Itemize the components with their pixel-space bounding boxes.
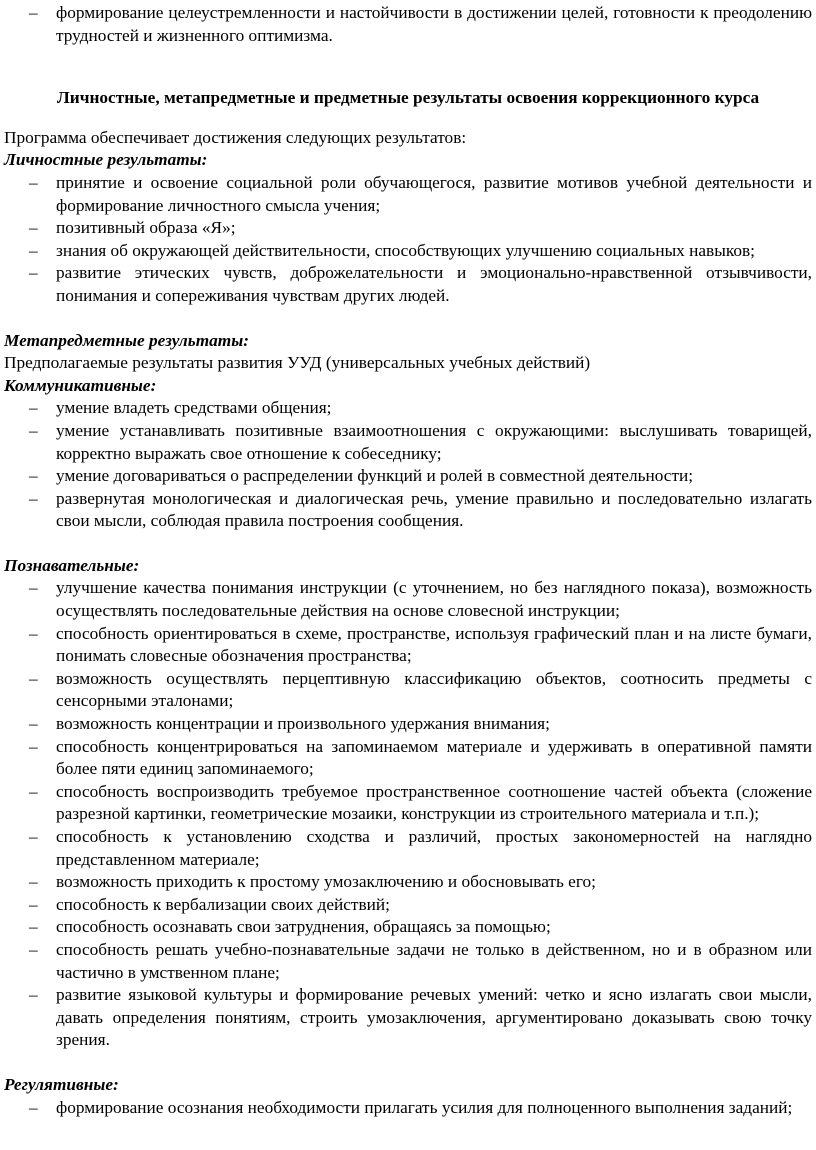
communicative-list <box>4 397 812 533</box>
cognitive-list <box>4 577 812 1051</box>
list-item <box>4 420 812 465</box>
dash-bullet: – <box>29 218 38 238</box>
dash-bullet: – <box>29 714 38 734</box>
list-item <box>4 217 812 240</box>
list-item <box>4 871 812 894</box>
list-item <box>4 240 812 263</box>
dash-bullet: – <box>29 985 38 1005</box>
regulatory-title: Регулятивные: <box>4 1074 119 1094</box>
list-item-text: умение устанавливать позитивные взаимоотношения с окружающими: выслушивать товарищей, корректно выражать свое отношение к собеседнику; <box>56 420 812 463</box>
list-item <box>4 984 812 1052</box>
list-item-text: способность осознавать свои затруднения, обращаясь за помощью; <box>56 917 551 937</box>
list-item <box>4 577 812 622</box>
dash-bullet: – <box>29 623 38 643</box>
list-item <box>4 781 812 826</box>
list-item <box>4 262 812 307</box>
list-item <box>4 1097 812 1120</box>
dash-bullet: – <box>29 939 38 959</box>
list-item-text: развернутая монологическая и диалогическая речь, умение правильно и последовательно излагать свои мысли, соблюдая правила построения сообщения. <box>56 488 812 531</box>
list-item-text: способность концентрироваться на запоминаемом материале и удерживать в оперативной памяти более пяти единиц запоминаемого; <box>56 736 812 779</box>
dash-bullet: – <box>29 781 38 801</box>
list-item <box>4 916 812 939</box>
list-item <box>4 713 812 736</box>
list-item <box>4 668 812 713</box>
list-item-text: умение договариваться о распределении функций и ролей в совместной деятельности; <box>56 466 694 486</box>
list-item-text: способность решать учебно-познавательные задачи не только в действенном, но и в образном или частично в умственном плане; <box>56 939 812 982</box>
list-item <box>4 172 812 217</box>
list-item-text: развитие этических чувств, доброжелательности и эмоционально-нравственной отзывчивости, понимания и сопереживания чувствам других людей. <box>56 263 812 305</box>
regulatory-list <box>4 1097 812 1120</box>
dash-bullet: – <box>29 578 38 598</box>
meta-results-title: Метапредметные результаты: <box>4 330 249 350</box>
personal-results-title: Личностные результаты: <box>4 150 208 170</box>
cognitive-title: Познавательные: <box>4 555 140 575</box>
section-heading: Личностные, метапредметные и предметные результаты освоения коррекционного курса <box>56 88 760 108</box>
dash-bullet: – <box>29 872 38 892</box>
list-item <box>4 939 812 984</box>
dash-bullet: – <box>29 466 38 486</box>
list-item <box>4 488 812 533</box>
intro-text: Программа обеспечивает достижения следующих результатов: <box>4 127 467 147</box>
dash-bullet: – <box>29 172 38 192</box>
list-item <box>4 826 812 871</box>
list-item-text: формирование осознания необходимости прилагать усилия для полноценного выполнения заданий; <box>56 1097 793 1117</box>
list-item-text: развитие языковой культуры и формирование речевых умений: четко и ясно излагать свои мысли, давать определения понятиям, строить умозаключения, аргументировано доказывать свою точку зрения. <box>56 985 812 1050</box>
list-item-text: позитивный образа «Я»; <box>56 218 236 238</box>
list-item-text: умение владеть средствами общения; <box>56 398 332 418</box>
list-item <box>4 2 812 47</box>
dash-bullet: – <box>29 917 38 937</box>
dash-bullet: – <box>29 240 38 260</box>
dash-bullet: – <box>29 3 38 22</box>
list-item-text: улучшение качества понимания инструкции (с уточнением, но без наглядного показа), возможность осуществлять последовательные действия на основе словесной инструкции; <box>56 578 812 621</box>
dash-bullet: – <box>29 488 38 508</box>
list-item-text: возможность осуществлять перцептивную классификацию объектов, соотносить предметы с сенсорными эталонами; <box>56 668 812 711</box>
list-item-text: способность к вербализации своих действий; <box>56 894 390 914</box>
list-item-text: принятие и освоение социальной роли обучающегося, развитие мотивов учебной деятельности и формирование личностного смысла учения; <box>56 172 812 215</box>
dash-bullet: – <box>29 420 38 440</box>
dash-bullet: – <box>29 1097 38 1117</box>
list-item <box>4 736 812 781</box>
list-item <box>4 397 812 420</box>
list-item <box>4 623 812 668</box>
dash-bullet: – <box>29 736 38 756</box>
list-item-text: способность к установлению сходства и различий, простых закономерностей на наглядно представленном материале; <box>56 827 812 869</box>
personal-results-list <box>4 172 812 308</box>
list-item-text: знания об окружающей действительности, способствующих улучшению социальных навыков; <box>56 240 755 260</box>
list-item-text: способность ориентироваться в схеме, пространстве, используя графический план и на листе бумаги, понимать словесные обозначения пространства; <box>56 623 812 666</box>
list-item <box>4 894 812 917</box>
dash-bullet: – <box>29 668 38 688</box>
list-item-text: возможность приходить к простому умозаключению и обосновывать его; <box>56 872 596 892</box>
meta-results-text: Предполагаемые результаты развития УУД (универсальных учебных действий) <box>4 353 591 373</box>
communicative-title: Коммуникативные: <box>4 375 157 395</box>
dash-bullet: – <box>29 398 38 418</box>
dash-bullet: – <box>29 894 38 914</box>
list-item <box>4 465 812 488</box>
list-item-text: возможность концентрации и произвольного удержания внимания; <box>56 714 550 734</box>
list-item-text: способность воспроизводить требуемое пространственное соотношение частей объекта (сложение разрезной картинки, геометрические мозаики, конструкции из строительного материала и т.п.); <box>56 781 812 824</box>
intro-list <box>4 2 812 47</box>
dash-bullet: – <box>29 827 38 846</box>
dash-bullet: – <box>29 263 38 283</box>
list-item-text: формирование целеустремленности и настойчивости в достижении целей, готовности к преодолению трудностей и жизненного оптимизма. <box>56 3 812 45</box>
